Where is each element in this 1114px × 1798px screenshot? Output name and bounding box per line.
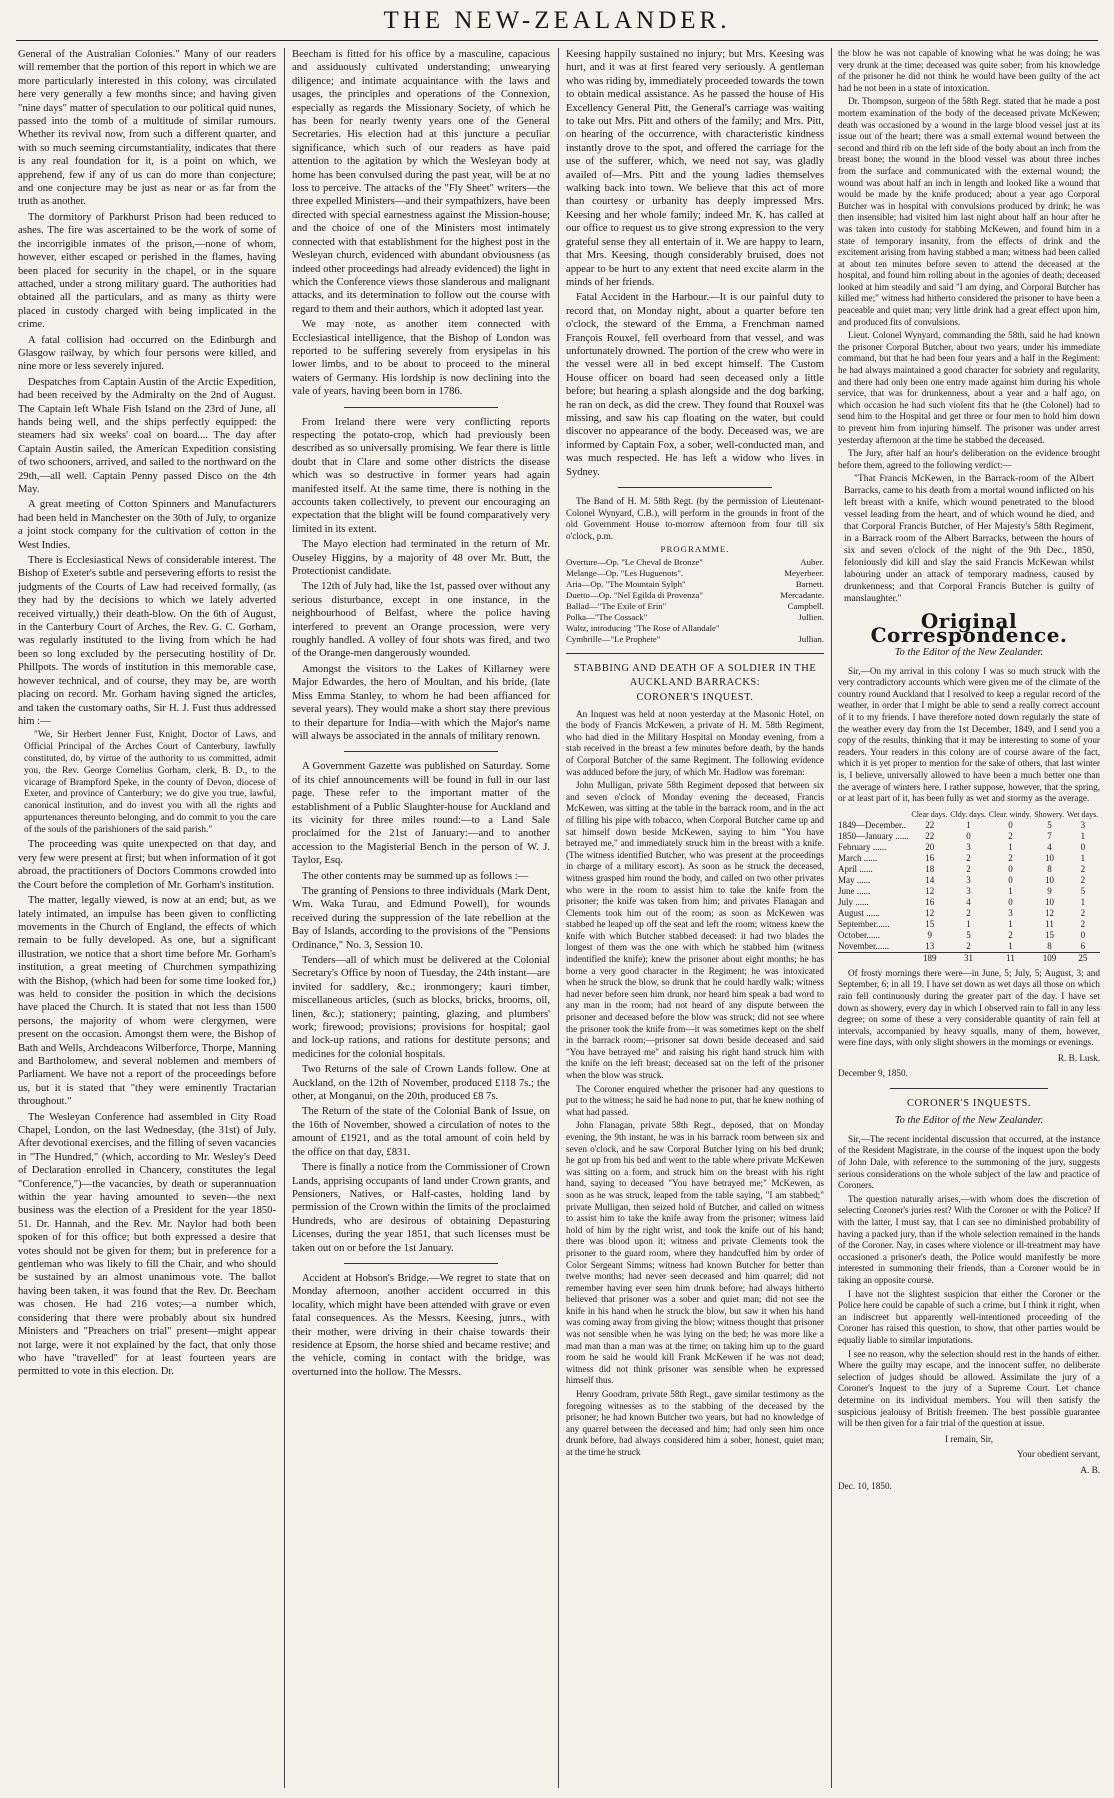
masthead-rule [16, 40, 1098, 41]
table-cell: 10 [1045, 896, 1054, 907]
table-cell: 3 [966, 874, 971, 885]
table-cell: 1 [1008, 918, 1013, 929]
table-cell: 10 [1045, 852, 1054, 863]
article-paragraph: General of the Australian Colonies." Many of our readers will remember that the portion of this report in which we are more particularly interested in this colony, was circulated here very generally a few months since; and having given "nine days" matter of speculation to our political quid nunes, passed into the tomb of a multitude of similar rumours. Whether its revival now, from such a different quarter, and with so much seeming circumstantiality, indicates that there is any real foundation for it, is a point on which, we apprehend, few if any of us can do more than conjecture; and one conjecture may be just as near or as far from the truth as another. [18, 49, 276, 208]
table-cell: 2 [966, 852, 971, 863]
table-cell: 25 [1066, 952, 1100, 964]
table-cell: 20 [925, 841, 935, 852]
table-cell: 0 [1008, 896, 1013, 907]
letter-signature: R. B. Lusk. [1057, 1052, 1100, 1063]
table-header [838, 809, 910, 820]
jury-verdict: "That Francis McKewen, in the Barrack-room of the Albert Barracks, came to his death from a mortal wound inflicted on his left breast with a knife, which wound penetrated to the blood vessel leading from the heart, and of which wound he died, and that Corporal Francis Butcher, of Her Majesty's 58th Regiment, in a Barrack room of the Albert Barracks, between the hours of six and seven o'clock of the night of the 9th Dec., 1850, feloniously did kill and slay the said Francis McKewan whilst labouring under an attack of temporary madness, caused by drunkenness; and that Corporal Francis Butcher is guilty of manslaughter." [844, 473, 1094, 605]
inquest-subheading: CORONER'S INQUEST. [636, 692, 754, 704]
table-cell: 13 [925, 940, 935, 951]
to-editor-line: To the Editor of the New Zealander. [894, 1115, 1044, 1127]
table-cell: 8 [1047, 940, 1052, 951]
column-4 [838, 48, 1100, 1788]
article-paragraph: A Government Gazette was published on Saturday. Some of its chief announcements will be found in full in our last page. These refer to the important matter of the establishment of a Public Slaughter-house for Auckland and its vicinity for three miles round:—to a Land Sale proclaimed for the 21st of January:—and to another accession to the Magisterial Bench in the person of W. J. Taylor, Esq. [292, 761, 550, 867]
table-row [838, 919, 1100, 930]
programme-composer: Meyerbeer. [784, 568, 824, 579]
table-cell: 9 [1047, 885, 1052, 896]
table-cell: 9 [927, 929, 933, 940]
table-cell: 0 [966, 830, 971, 841]
article-paragraph: A fatal collision had occurred on the Edinburgh and Glasgow railway, by which four persons were killed, and nine more or less severely injured. [18, 334, 276, 373]
table-cell: 109 [1033, 952, 1066, 964]
programme-item [566, 634, 824, 645]
table-row [838, 875, 1100, 886]
programme-piece: Cymbrille—"Le Prophete" [566, 634, 661, 645]
table-cell: 1 [1008, 841, 1013, 852]
table-cell: 11 [1045, 918, 1054, 929]
table-row [838, 897, 1100, 908]
column-divider [831, 48, 832, 1788]
article-paragraph: Beecham is fitted for his office by a masculine, capacious and assiduously cultivated understanding; unwearying diligence; and intimate acquaintance with the laws and usages, the principles and operations of the Connexion, especially as regards the Missionary Society, of which he has been for nearly twenty years one of the General Secretaries. His election had at this juncture a peculiar significance, which such of our readers as have paid attention to the agitation by which the Wesleyan body at home has been convulsed during the past year, will be at no loss to perceive. The attacks of the "Fly Sheet" writers—the three expelled Ministers—and their sympathizers, have been directed with special earnestness against the Mission-house; and the choice of one of the Ministers most intimately connected with that establishment for the highest post in the Wesleyan church, evidenced with abundant obviousness (as indeed other proceedings had already evidenced) the light in which the Conference views those slanderous and malignant attacks, and its determination to follow out the course with regard to them and their authors, which it adopted last year. [292, 49, 550, 315]
article-paragraph: Two Returns of the sale of Crown Lands follow. One at Auckland, on the 12th of November, produced £118 7s.; the other, at Monganui, on the 20th, produced £8 7s. [292, 1064, 550, 1103]
article-paragraph: The proceeding was quite unexpected on that day, and very few were present at first; but when information of it got abroad, the practitioners of Doctors Commons crowded into the Court before the completion of Mr. Gorham's institution. [18, 839, 276, 891]
testimony-paragraph: The Jury, after half an hour's deliberation on the evidence brought before them, agreed to the following verdict:— [838, 448, 1100, 470]
table-header: Clear days. [911, 809, 948, 819]
table-header: Showery. [1034, 809, 1065, 819]
testimony-paragraph: The Coroner enquired whether the prisoner had any questions to put to the witness; he said he had none to put, that he knew nothing of what had passed. [566, 1083, 824, 1117]
weather-table [838, 809, 1100, 964]
table-cell: 1 [1080, 896, 1086, 907]
table-cell: September...... [838, 918, 890, 929]
column-divider [558, 48, 559, 1788]
section-rule [344, 751, 499, 752]
table-cell: 5 [1047, 819, 1052, 830]
article-paragraph: Despatches from Captain Austin of the Arctic Expedition, had been received by the Admiralty on the 2nd of August. The Captain left Whale Fish Island on the 23rd of June, all hands being well, and the ships perfectly equipped: the steamers had six weeks' coal on board.... The day after Captain Austin sailed, the American Expedition consisting of two schooners, arrived, and sailed to the northward on the 29th,—all well. Captain Penny passed Disco on the 4th May. [18, 376, 276, 495]
table-cell: 16 [925, 852, 935, 863]
table-cell: 0 [1080, 841, 1086, 852]
programme-title: PROGRAMME. [660, 544, 730, 555]
to-editor-line: To the Editor of the New Zealander. [894, 647, 1044, 659]
table-cell: 1 [1008, 885, 1013, 896]
programme-piece: Aria—Op. "The Mountain Sylph" [566, 579, 686, 590]
testimony-paragraph: Lieut. Colonel Wynyard, commanding the 58th, said he had known the prisoner Corporal Butcher, about two years, under his immediate command, but that he had been four years and a half in the Regiment: he had always maintained a good character for sobriety and regularity, and there had only been one entry made against him during his whole service, that was for drunkenness, about a year and a half ago, on which occasion he had such violent fits that he (the Colonel) had to send him to the Hospital and get three or four men to hold him down to prevent him from injuring himself. The prisoner was under arrest yesterday afternoon at the time he stabbed the deceased. [838, 330, 1100, 445]
table-cell: April ...... [838, 863, 873, 874]
programme-item [566, 568, 824, 579]
inquest-intro: An Inquest was held at noon yesterday at the Masonic Hotel, on the body of Francis McKewen, a private of H. M. 58th Regiment, who had died in the Military Hospital on Monday evening, from a stab received in the breast a few minutes before death, by the hands of Corporal Butcher of the same Regiment. The following evidence was adduced before the jury, of which Mr. Hadlow was foreman: [566, 708, 824, 777]
table-cell [838, 952, 910, 964]
column-2 [292, 48, 550, 1788]
article-paragraph: A great meeting of Cotton Spinners and Manufacturers had been held in Manchester on the 30th of July, to organize a joint stock company for the cultivation of cotton in the West Indies. [18, 499, 276, 551]
table-cell: 14 [925, 874, 935, 885]
table-cell: 11 [988, 952, 1033, 964]
table-cell: 189 [910, 952, 949, 964]
article-paragraph: The granting of Pensions to three individuals (Mark Dent, Wm. Waka Turau, and Edmund Powell), for wounds received during the suppression of the late rebellion at the Bay of Islands, according to the provisions of the "Pensions Ordinance," No. 3, Session 10. [292, 885, 550, 951]
programme-item [566, 590, 824, 601]
table-row [838, 864, 1100, 875]
column-3 [566, 48, 824, 1788]
table-header: Wet days. [1066, 809, 1099, 819]
table-cell: 2 [1080, 918, 1086, 929]
table-header: Cldy. days. [950, 809, 986, 819]
letter-date: Dec. 10, 1850. [838, 1480, 892, 1491]
table-cell: 3 [1008, 907, 1013, 918]
table-row [838, 831, 1100, 842]
programme-piece: Overture—Op. "Le Cheval de Bronze" [566, 557, 703, 568]
table-row [838, 930, 1100, 941]
programme-item [566, 601, 824, 612]
letter-date: December 9, 1850. [838, 1068, 908, 1079]
table-cell: 1 [966, 918, 971, 929]
article-paragraph: Tenders—all of which must be delivered at the Colonial Secretary's Office by noon of Tuesday, the 24th instant—are invited for saddlery, &c.; ironmongery; kauri timber, miscellaneous articles, (such as blocks, bricks, brooms, oil, linen, &c.); stationery; painting, glazing, and plumbers' work; firewood; provisions; provisions for hospital; gaol and lock-up rations, and rations for destitute persons; and medicines for the colonial hospitals. [292, 955, 550, 1060]
table-cell: 0 [1008, 819, 1013, 830]
inquests-heading: CORONER'S INQUESTS. [906, 1098, 1032, 1110]
table-cell: 1 [1080, 830, 1086, 841]
table-row [838, 886, 1100, 897]
programme-composer: Mercadante. [780, 590, 824, 601]
letter-closing: I remain, Sir, [944, 1433, 994, 1444]
masthead [0, 0, 1114, 44]
table-total-row [838, 952, 1100, 964]
testimony-paragraph: Dr. Thompson, surgeon of the 58th Regt. stated that he made a post mortem examination of the body of the deceased private McKewen; death was occasioned by a wound in the large blood vessel just at its issue out of the heart; there was a small external wound between the second and third rib on the left side of the body about an inch from the breast bone; the wound in the blood vessel was about three inches from the surface and communicated with the external wound; the wound was about half an inch in length and looked like a wound that would be made by the knife produced; about a year ago Corporal Butcher was in hospital with convulsions produced by drink; he was then insensible; had visited him last night about half an hour after he was taken into custody for stabbing McKewen, and found him in a state of temporary insanity, from the effects of drink and the excitement arising from having stabbed a man; witness had been called at about ten minutes before seven to attend the deceased at the hospital, and found him rolling about in the agonies of death; deceased looked at him steadily and said "I am dying, and Corporal Butcher has killed me;" witness had hitherto considered the prisoner to have been a peaceable and quiet man; very little drink had a great effect upon him, and produced fits of convulsions. [838, 96, 1100, 327]
table-cell: 1 [1008, 940, 1013, 951]
letter-signature: A. B. [1080, 1464, 1100, 1475]
table-cell: 6 [1080, 940, 1086, 951]
table-cell: 31 [949, 952, 988, 964]
table-cell: 2 [966, 863, 971, 874]
letter-paragraph: The question naturally arises,—with whom does the discretion of selecting Coroner's juries rest? With the Coroner or with the Police? If with the latter, I must say, that I can see no diminished probability of having a packed jury, than if the whole selection remained in the hands of the Coroner. Nay, in cases where violence or ill-treatment may have occasioned a prisoner's death, the Police would manifestly be more interested in summoning their friends, than a Coroner would be in taking an opposite course. [838, 1193, 1100, 1285]
programme-composer: Jullian. [798, 634, 824, 645]
programme-piece: Duetto—Op. "Nel Egilda di Provenza" [566, 590, 703, 601]
table-cell: 16 [925, 896, 935, 907]
article-paragraph: The 12th of July had, like the 1st, passed over without any serious disturbance, except in one instance, in the neighbourhood of Belfast, where the police having interfered to prevent an Orange procession, were very roughly handled. A volley of four shots was fired, and two of the Orange-men dangerously wounded. [292, 581, 550, 660]
table-cell: 12 [925, 885, 935, 896]
letter-paragraph: Of frosty mornings there were—in June, 5; July, 5; August, 3; and September, 6; in all 19. I have set down as wet days all those on which rain fell continuously during the greater part of the day. I have set down as showery, every day in which I observed rain to fall in any less degree; on some of these a very considerable quantity of rain fell at intervals, accompanied by heavy squalls, many of them, however, were fine days, with only slight showers in the mornings or evenings. [838, 967, 1100, 1048]
table-cell: July ...... [838, 896, 869, 907]
letter-paragraph: I have not the slightest suspicion that either the Coroner or the Police here could be capable of such a crime, but I think it right, when an indiscreet but apparently well-intentioned proceeding of the Coroner has raised this question, to show, that other parties would be equally liable to similar imputations. [838, 1288, 1100, 1345]
correspondence-heading: Original Correspondence. [870, 609, 1068, 647]
testimony-paragraph: John Flanagan, private 58th Regt., deposed, that on Monday evening, the 9th instant, he was in his barrack room between six and seven o'clock, and he saw Corporal Butcher lying on his bed drunk; he got up from his bed and went to the table where private McKewen was sitting on a form, and struck him on the breast with his right hand, saying to deceased "You have betrayed me;" McKewen, as soon as he was struck, leaped from the table saying, "I am stabbed;" private Mulligan, then seized hold of Butcher, and called on witness to assist him to take the knife away from the prisoner; witness laid hold of him by the right wrist, and took the knife out of his hand; there was blood upon it; witness and private Clements took the prisoner to the guard room, where they handcuffed him by order of Color Sergeant Simms; witness had known Butcher for better than twelve months; had never seen deceased and him quarrel; did not remember having ever seen him drunk before; had always hitherto believed that prisoner was a sober and quiet man; did not see the knife in his hand when he struck the blow, but saw it when his hand was coming away from giving the blow; witness thought that prisoner was not sensible when he was lying on the bed; he was more like a mad man than a man was at the time; on taking him up to the guard room he said he would kill Frank McKewen if he was not dead; witness did not think prisoner was sensible when he expressed himself thus. [566, 1120, 824, 1386]
table-cell: 2 [966, 940, 971, 951]
programme-piece: Polka—"The Cossack" [566, 612, 648, 623]
table-cell: 15 [1045, 929, 1054, 940]
table-row [838, 908, 1100, 919]
table-cell: March ...... [838, 852, 878, 863]
table-cell: 2 [1008, 830, 1013, 841]
institution-quote: "We, Sir Herbert Jenner Fust, Knight, Doctor of Laws, and Official Principal of the Arches Court of Canterbury, lawfully constituted, do, by virtue of the authority to us committed, admit you, the Rev. George Cornelius Gorham, clerk, B. D., to the vicarage of Brampford Speke, in the county of Devon, diocese of Exeter, and province of Canterbury; we do give you true, lawful, canonical institution, and do invest you with all the rights and appurtenances thereunto belonging, and do commit to you the care of the souls of the parishioners of the said parish." [24, 730, 276, 835]
article-paragraph: We may note, as another item connected with Ecclesiastical intelligence, that the Bishop of London was reported to be suffering severely from erysipelas in his lower limbs, and to be about to proceed to the mineral waters of Germany. His lordship is now declining into the vale of years, having been born in 1786. [292, 319, 550, 398]
inquest-heading: STABBING AND DEATH OF A SOLDIER IN THE AUCKLAND BARRACKS: [573, 663, 817, 688]
table-cell: November...... [838, 940, 889, 951]
band-notice: The Band of H. M. 58th Regt. (by the permission of Lieutenant-Colonel Wynyard, C.B.), will perform in the grounds in front of the old Government House to-morrow afternoon from four till six o'clock, p.m. [566, 496, 824, 541]
article-paragraph: The dormitory of Parkhurst Prison had been reduced to ashes. The fire was ascertained to be the work of some of the incorrigible inmates of the prison,—none of whom, however, either escaped or perished in the flames, having been placed for security in the chapel, or in the square attached, under a strong military guard. The authorities had obtained all the particulars, and as many as thirty were placed in custody charged with being implicated in the crime. [18, 211, 276, 331]
table-cell: 5 [966, 929, 971, 940]
testimony-paragraph: John Mulligan, private 58th Regiment deposed that between six and seven o'clock of Monday evening the deceased, Francis McKewen, was sitting at the table in the barrack room, and in the act of filling his pipe with tobacco, when Corporal Butcher came up and sat himself down beside McKewen, saying to him "You have betrayed me," and immediately struck him in the breast with a knife. (The witness identified Butcher, who was present at the proceedings in charge of a military escort). As soon as he struck the deceased, witness grasped him round the body, and called on two other privates who were in the room to assist him to take the knife from the prisoner; the knife was taken from him; and privates Flanagan and Clements took him out of the room; as soon as McKewen was stabbed he leaped up off the seat and left the room; witness knew the knife with which Butcher stabbed deceased: it had two blades the longest of them was the one with which he stabbed him (witness indentified the knife); knew the prisoner about eight months; he has borne a very good character in the Regiment; he was intoxicated when he struck the blow, so drunk that he could hardly walk; witness had never before seen him drunk, nor heard him speak a bad word to any man in the room; had not heard of any dispute between the prisoner and deceased before the blow was struck; did not see where the prisoner took the knife from—it was sometimes kept on the shelf in the barrack room;—prisoner sat down beside deceased and said "You have betrayed me" and raising his right hand struck him with the knife on the left breast; deceased sat on the left of the prisoner when the blow was struck. [566, 780, 824, 1080]
table-cell: 15 [925, 918, 935, 929]
section-rule [566, 653, 824, 654]
section-rule [344, 407, 499, 408]
section-rule [344, 1263, 499, 1264]
testimony-paragraph: the blow he was not capable of knowing what he was doing; he was very drunk at the time; deceased was quite sober; from his knowledge of the prisoner he did not think he would have been guilty of the act had he not been in a state of intoxication. [838, 48, 1100, 93]
table-cell: 0 [1080, 929, 1086, 940]
table-cell: 8 [1047, 863, 1052, 874]
article-paragraph: There is Ecclesiastical News of considerable interest. The Bishop of Exeter's subtle and persevering efforts to resist the judgments of the Courts of Law had received formally, (as they had by the decisions to which we lately adverted received virtually,) their death-blow. On the 6th of August, in the Canterbury Court of Arches, the Rev. G. C. Gorham, was regularly instituted to the living from which he had been so long excluded by the persecuting hostility of Dr. Phillpots. The words of institution in this memorable case, however technical, and of course, they may be, are worth placing on record. Mr. Gorham having signed the articles, and taken the customary oaths, Sir H. J. Fust thus addressed him :— [18, 555, 276, 727]
table-cell: 2 [1008, 852, 1013, 863]
table-cell: 2 [1080, 907, 1086, 918]
table-cell: 12 [925, 907, 935, 918]
programme-composer: Jullien. [798, 612, 824, 623]
section-rule [890, 1088, 1047, 1089]
column-1 [18, 48, 276, 1788]
table-row [838, 941, 1100, 953]
table-cell: 12 [1045, 907, 1054, 918]
article-paragraph: Fatal Accident in the Harbour.—It is our painful duty to record that, on Monday night, about a quarter before ten o'clock, the steward of the Emma, a Frenchman named François Rouxel, fell overboard from that vessel, and was unfortunately drowned. The portion of the crew who were in the vessel were all in bed except himself. The Custom House officer on board had seen deceased only a little before; but hearing a splash alongside and the dog barking, he ran on deck, as did the crew. They found that Rouxel was missing, and saw his cap floating on the water, but could discover no appearance of the body. Deceased was, we are informed by Captain Fox, a sober, well-conducted man, and was much respected. He has left a widow who lives in Sydney. [566, 292, 824, 478]
table-header: Clear. windy. [988, 809, 1032, 819]
table-cell: 2 [1080, 863, 1086, 874]
table-cell: February ...... [838, 841, 887, 852]
programme-composer: Auber. [800, 557, 824, 568]
article-paragraph: The other contents may be summed up as follows :— [302, 870, 529, 882]
article-paragraph: The Wesleyan Conference had assembled in City Road Chapel, London, on the last Wednesday, (the 31st) of July. After devotional exercises, and the filling of seven vacancies in "The Hundred," (which, according to Mr. Wesley's Deed of Declaration enrolled in Chancery, constitutes the legal "Conference,")—the vacancies, by death or superannuation within the year having amounted to seven—the next business was the election of a President for the year 1850-51. Dr. Hannah, and the Rev. Mr. Naylor had both been spoken of for this office; but both expressed a desire that votes should not be given for them; but in preference for a gentleman who was likely to fill the Chair, and who should be sustained by an almost unanimous vote. The ballot having been taken, it was found that the Rev. Dr. Beecham was chosen. He had 216 votes;—a number which, considering that there were probably about six hundred Ministers and "Preachers on trial" present—might appear not large, were it not explained by the fact, that only those who have "travelled" for at least fourteen years are permitted to vote in this election. Dr. [18, 1111, 276, 1378]
programme-piece: Ballad—"The Exile of Erin" [566, 601, 667, 612]
table-cell: 3 [1080, 819, 1086, 830]
article-paragraph: From Ireland there were very conflicting reports respecting the potato-crop, which had previously been described as so universally promising. We fear there is little doubt that in Clare and some other districts the disease which was so destructive in former years had again manifested itself. At the same time, there is nothing in the accounts taken collectively, to prevent our encouraging an expectation that the blight will be found comparatively very limited in its extent. [292, 416, 550, 535]
article-paragraph: The matter, legally viewed, is now at an end; but, as we lately intimated, an impulse has been given to conflicting movements in the Church of England, the effects of which remain to be fully developed. As one, but a significant illustration, we notice that a short time before Mr. Gorham's institution, a great meeting of Churchmen sympathizing with the Bishop, (which had been for some time looked for,) was held to consider the position in which the decisions have placed the Church. It is stated that not less than 1500 persons, the majority of whom were clergymen, were present on the occasion. Amongst them were, the Bishop of Bath and Wells, Archdeacons Wilberforce, Thorpe, Manning and Bartholomew, and several noblemen and members of Parliament. We have not a report of the proceedings before us, but it is stated that "they were eminently Tractarian throughout." [18, 895, 276, 1108]
table-row [838, 842, 1100, 853]
programme-item [566, 557, 824, 568]
table-cell: August ...... [838, 907, 880, 918]
programme-piece: Melange—Op. "Les Huguenots". [566, 568, 684, 579]
programme-composer: Campbell. [787, 601, 824, 612]
table-cell: 4 [966, 896, 971, 907]
table-row [838, 853, 1100, 864]
table-cell: 1 [966, 819, 971, 830]
table-cell: May ...... [838, 874, 871, 885]
article-paragraph: Keesing happily sustained no injury; but Mrs. Keesing was hurt, and it was at first feared very seriously. A gentleman who was riding by, immediately proceeded towards the town to obtain medical assistance. As he passed the house of His Excellency General Pitt, the General's carriage was waiting to take out Mrs. Pitt and others of the family; and Mrs. Pitt, on hearing of the occurrence, with characteristic kindness instantly drove to the spot, and offered the carriage for the use of the sufferer, which, we need not say, was gladly availed of—Mrs. Pitt and the young ladies themselves walking back into town. We believe that this act of more than courtesy or urbanity has deeply impressed Mrs. Keesing and her whole family; indeed Mr. K. has called at our office to request us to give strong expression to the very grateful sense they all entertain of it. We are happy to learn, that Mrs. Keesing, though considerably bruised, does not appear to be hurt to any extent that need excite alarm in the minds of her friends. [566, 49, 824, 288]
table-cell: June ...... [838, 885, 871, 896]
programme-composer: Barnett. [795, 579, 824, 590]
table-cell: 1 [1080, 852, 1086, 863]
article-paragraph: Accident at Hobson's Bridge.—We regret to state that on Monday afternoon, another accident occurred in this locality, which might have been attended with grave or even fatal consequences. As the Messrs. Keesing, junrs., with their mother, were driving in their chaise towards their residence at Epsom, the horse shied and became restive; and the vehicle, coming in contact with the bridge, was overturned into the hollow. The Messrs. [292, 1272, 550, 1378]
table-cell: October...... [838, 929, 880, 940]
article-paragraph: There is finally a notice from the Commissioner of Crown Lands, apprising occupants of land under Crown grants, and Pensioners, Natives, or Half-castes, holding land by permission of the Crown within the limits of the proclaimed Hundreds, who are desirous of obtaining Depasturing Licenses, during the year 1851, that such licenses must be taken out on or before the 1st January. [292, 1162, 550, 1254]
table-cell: 0 [1008, 874, 1013, 885]
table-cell: 2 [1008, 929, 1013, 940]
programme-item [566, 612, 824, 623]
letter-closing: Your obedient servant, [1016, 1449, 1100, 1460]
article-paragraph: The Mayo election had terminated in the return of Mr. Ouseley Higgins, by a majority of 48 over Mr. Butt, the Protectionist candidate. [292, 539, 550, 578]
table-cell: 1850—January ...... [838, 830, 909, 841]
letter-paragraph: I see no reason, why the selection should rest in the hands of either. Where the guilty may escape, and the innocent suffer, no deliberate selection of judges should be allowed. Assimilate the jury of a Coroner's Inquest to the jury of a Supreme Court. Let chance determine on its individual members. You will then satisfy the suspicious jealousy of British freemen. The best possible guarantee will be then given for a fair trial of the question at issue. [838, 1348, 1100, 1429]
programme [566, 544, 824, 645]
table-cell: 22 [925, 819, 935, 830]
article-paragraph: The Return of the state of the Colonial Bank of Issue, on the 16th of November, showed a circulation of notes to the amount of £1921, and as the total amount of coin held by the office on that day, £831. [292, 1106, 550, 1158]
table-cell: 18 [925, 863, 935, 874]
programme-item [566, 579, 824, 590]
table-cell: 0 [1008, 863, 1013, 874]
table-cell: 5 [1080, 885, 1086, 896]
table-cell: 10 [1045, 874, 1054, 885]
table-header-row [838, 809, 1100, 820]
table-cell: 3 [966, 841, 971, 852]
programme-item [566, 623, 824, 634]
table-cell: 22 [925, 830, 935, 841]
table-cell: 7 [1047, 830, 1052, 841]
table-cell: 4 [1047, 841, 1052, 852]
programme-piece: Waltz, introducing "The Rose of Allandale" [566, 623, 720, 634]
testimony-paragraph: Henry Goodram, private 58th Regt., gave similar testimony as the foregoing witnesses as to the stabbing of the deceased by the prisoner; he had known Butcher two years, but had no knowledge of any quarrel between the deceased and him; had only seen him once drunk before, had always considered him a sober, honest, quiet man; at the time he struck [566, 1389, 824, 1457]
table-cell: 1849—December.. [838, 819, 906, 830]
section-rule [618, 487, 773, 488]
newspaper-title: THE NEW-ZEALANDER. [383, 7, 731, 34]
table-cell: 2 [1080, 874, 1086, 885]
table-row [838, 820, 1100, 831]
table-cell: 2 [966, 907, 971, 918]
letter-paragraph: Sir,—On my arrival in this colony I was so much struck with the very contradictory accounts which were given me of the climate of the country round Auckland that I resolved to keep a regular record of the weather, in order that I might be able to send a really correct account of it to my friends. I have therefore noted down regularly the state of the weather every day from the 1st December, 1849, and I send you a copy of the results, thinking that it may be interesting to some of your readers. Your readers in this colony are of course aware of the fact, which it is yet proper to mention for the sake of others, that last winter is, I believe, universally allowed to have been a much better one than the average of winters here. I rather suppose, however, that the spring, or at least part of it, has been fully as wet and stormy as the average. [838, 665, 1100, 804]
column-divider [284, 48, 285, 1788]
table-cell: 3 [966, 885, 971, 896]
letter-paragraph: Sir,—The recent incidental discussion that occurred, at the instance of the Resident Magistrate, in the course of the inquest upon the body of John Dale, with reference to the summoning of the jury, suggests serious considerations on the whole subject of the law and practice of Coroners. [838, 1133, 1100, 1191]
article-paragraph: Amongst the visitors to the Lakes of Killarney were Major Edwardes, the hero of Moultan, and his bride, (late Miss Emma Stanley, to whom he had been affianced for several years). They would make a short stay there previous to their departure for India—with which the Major's name will always be associated in the annals of military renown. [292, 663, 550, 742]
